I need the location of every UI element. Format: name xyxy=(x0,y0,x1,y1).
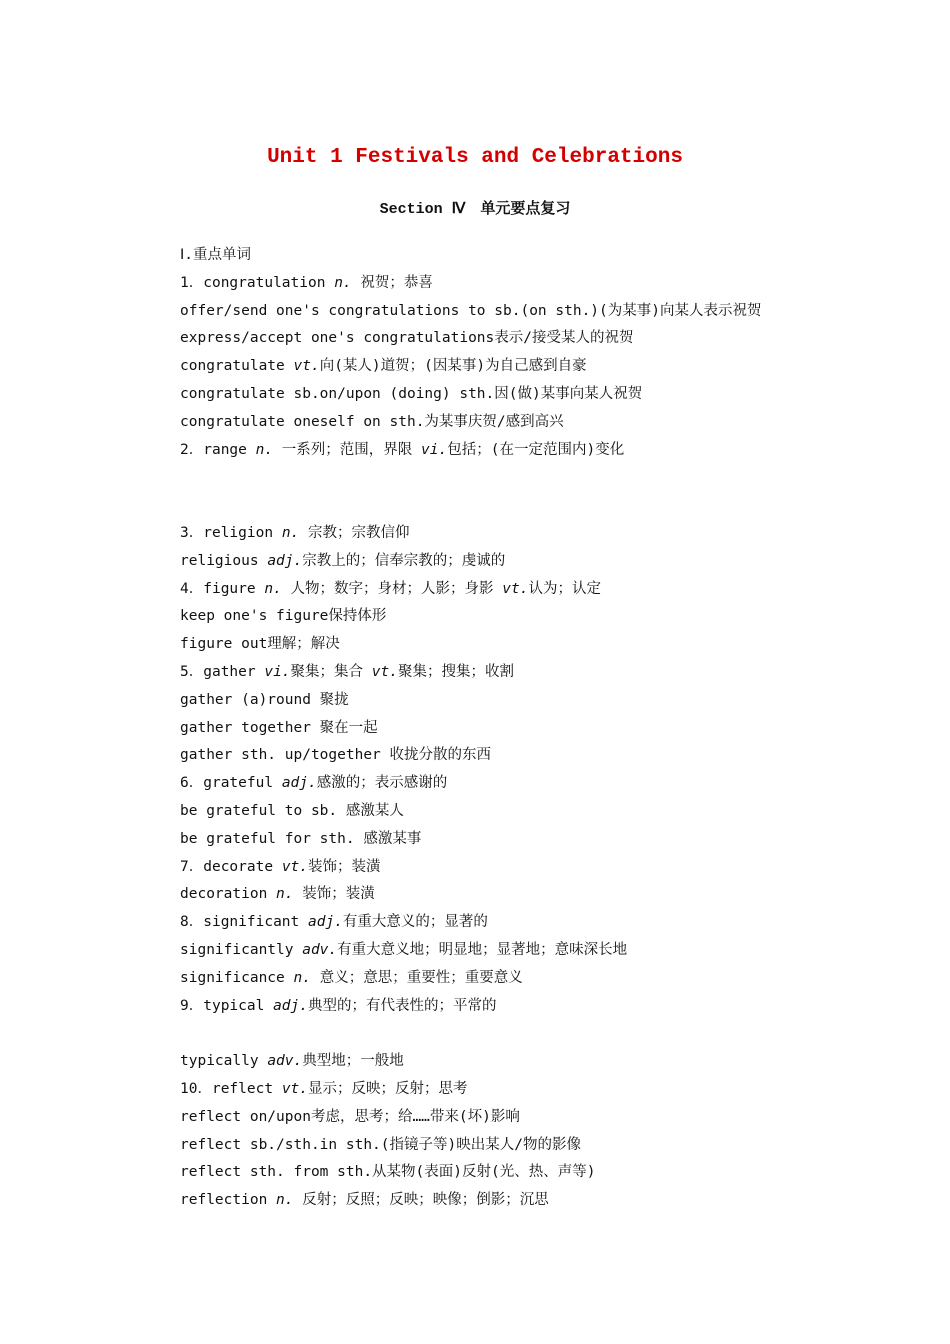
vocab-term: express/accept one's congratulations表示/接受某人的祝贺 xyxy=(180,330,634,347)
vocab-meaning: 包括；(在一定范围内)变化 xyxy=(447,441,625,458)
vocab-term: significance xyxy=(180,969,294,986)
vocab-meaning: 有重大意义地；明显地；显著地；意味深长地 xyxy=(337,941,628,958)
vocabulary-entries xyxy=(180,270,880,1215)
vocab-meaning: 向(某人)道贺；(因某事)为自己感到自豪 xyxy=(319,358,587,375)
part-of-speech: vt. xyxy=(502,580,529,597)
vocab-meaning: 认为；认定 xyxy=(528,580,601,597)
vocab-term: reflect sb./sth.in sth.(指镜子等)映出某人/物的影像 xyxy=(180,1136,581,1153)
vocabulary-list xyxy=(180,242,880,1215)
vocab-line xyxy=(180,826,880,854)
part-of-speech: vt. xyxy=(293,358,320,375)
vocab-term: reflect sth. from sth.从某物(表面)反射(光、热、声等) xyxy=(180,1164,596,1181)
vocab-line xyxy=(180,770,880,798)
vocab-term: religious xyxy=(180,552,268,569)
vocab-meaning: 意义；意思；重要性；重要意义 xyxy=(310,969,523,986)
vocab-meaning: 聚集；搜集；收割 xyxy=(397,663,514,680)
part-of-speech: vt. xyxy=(281,1080,309,1097)
vocab-line xyxy=(180,993,880,1021)
vocab-term: 8．significant xyxy=(180,914,308,931)
vocab-term: offer/send one's congratulations to sb.(on sth.)(为某事)向某人表示祝贺 xyxy=(180,302,762,319)
page-title: Unit 1 Festivals and Celebrations xyxy=(267,146,683,169)
vocab-meaning: 感激的；表示感谢的 xyxy=(316,775,448,792)
vocab-meaning: 反射；反照；反映；映像；倒影；沉思 xyxy=(293,1192,549,1209)
vocab-term: keep one's figure保持体形 xyxy=(180,608,387,625)
part-of-speech: adv. xyxy=(267,1053,303,1070)
part-of-speech: n. xyxy=(281,524,300,541)
vocab-term: significantly xyxy=(180,941,303,958)
vocab-line xyxy=(180,437,880,465)
part-of-speech: adj. xyxy=(308,914,343,931)
vocab-line xyxy=(180,965,880,993)
vocab-meaning: 宗教上的；信奉宗教的；虔诚的 xyxy=(302,552,506,569)
vocab-meaning: 宗教；宗教信仰 xyxy=(299,524,410,541)
vocab-term: 7．decorate xyxy=(180,858,282,875)
vocab-term: 10．reflect xyxy=(180,1080,282,1097)
section-subtitle: Section Ⅳ 单元要点复习 xyxy=(379,201,571,218)
vocab-line xyxy=(180,909,880,937)
vocab-term: 3．religion xyxy=(180,524,282,541)
vocab-line xyxy=(180,937,880,965)
vocab-line xyxy=(180,325,880,353)
vocab-line xyxy=(180,548,880,576)
blank-line xyxy=(180,1020,880,1048)
vocab-line xyxy=(180,353,880,381)
vocab-term: 6．grateful xyxy=(180,775,282,792)
vocab-term: congratulate xyxy=(180,358,294,375)
vocab-term: 4．figure xyxy=(180,580,265,597)
blank-line xyxy=(180,464,880,520)
vocab-meaning: 聚集；集合 xyxy=(290,663,372,680)
vocab-line xyxy=(180,1048,880,1076)
vocab-line xyxy=(180,381,880,409)
vocab-meaning: 人物；数字；身材；人影；身影 xyxy=(281,580,503,597)
vocab-line xyxy=(180,742,880,770)
vocab-line xyxy=(180,270,880,298)
vocab-term: decoration xyxy=(180,886,277,903)
vocab-meaning: 典型地；一般地 xyxy=(302,1053,404,1070)
vocab-term: 5．gather xyxy=(180,663,265,680)
vocab-term: be grateful to sb. 感激某人 xyxy=(180,802,404,819)
vocab-meaning: 祝贺；恭喜 xyxy=(351,274,433,291)
section-heading: Ⅰ.重点单词 xyxy=(180,247,252,263)
vocab-line xyxy=(180,520,880,548)
vocab-line xyxy=(180,881,880,909)
part-of-speech: n. xyxy=(264,580,282,597)
vocab-term: congratulate oneself on sth.为某事庆贺/感到高兴 xyxy=(180,413,564,430)
vocab-line xyxy=(180,854,880,882)
part-of-speech: adj. xyxy=(281,775,317,792)
vocab-line xyxy=(180,603,880,631)
part-of-speech: adj. xyxy=(273,997,308,1014)
part-of-speech: n. xyxy=(276,886,294,903)
vocab-term: gather together 聚在一起 xyxy=(180,719,378,736)
vocab-meaning: 显示；反映；反射；思考 xyxy=(308,1080,468,1097)
vocab-line xyxy=(180,1104,880,1132)
part-of-speech: vt. xyxy=(371,663,398,680)
part-of-speech: n. xyxy=(293,969,311,986)
part-of-speech: n. xyxy=(255,441,274,458)
part-of-speech: vi. xyxy=(421,441,448,458)
vocab-term: reflection xyxy=(180,1192,277,1209)
vocab-term: 2．range xyxy=(180,441,256,458)
vocab-meaning: 典型的；有代表性的；平常的 xyxy=(308,997,497,1014)
vocab-line xyxy=(180,687,880,715)
vocab-term: congratulate sb.on/upon (doing) sth.因(做)某事向某人祝贺 xyxy=(180,385,643,402)
vocab-term: 1．congratulation xyxy=(180,274,335,291)
vocab-term: typically xyxy=(180,1053,268,1070)
part-of-speech: vt. xyxy=(281,858,309,875)
vocab-meaning: 一系列；范围，界限 xyxy=(273,441,422,458)
vocab-line xyxy=(180,659,880,687)
vocab-line xyxy=(180,715,880,743)
part-of-speech: vi. xyxy=(264,663,291,680)
vocab-meaning: 装饰；装潢 xyxy=(308,858,381,875)
vocab-line xyxy=(180,409,880,437)
vocab-line xyxy=(180,1187,880,1215)
vocab-term: gather (a)round 聚拢 xyxy=(180,691,349,708)
vocab-line xyxy=(180,798,880,826)
vocab-term: 9．typical xyxy=(180,997,274,1014)
vocab-term: reflect on/upon考虑，思考；给……带来(坏)影响 xyxy=(180,1108,520,1125)
vocab-line xyxy=(180,1159,880,1187)
vocab-term: be grateful for sth. 感激某事 xyxy=(180,830,422,847)
vocab-line xyxy=(180,1132,880,1160)
vocab-line xyxy=(180,298,880,326)
vocab-meaning: 装饰；装潢 xyxy=(293,886,375,903)
vocab-line xyxy=(180,631,880,659)
part-of-speech: n. xyxy=(334,274,352,291)
part-of-speech: adj. xyxy=(267,552,303,569)
vocab-line xyxy=(180,576,880,604)
vocab-line xyxy=(180,1076,880,1104)
part-of-speech: adv. xyxy=(302,941,338,958)
vocab-term: gather sth. up/together 收拢分散的东西 xyxy=(180,747,492,764)
part-of-speech: n. xyxy=(276,1192,294,1209)
vocab-meaning: 有重大意义的；显著的 xyxy=(342,914,488,931)
vocab-term: figure out理解；解决 xyxy=(180,636,340,653)
